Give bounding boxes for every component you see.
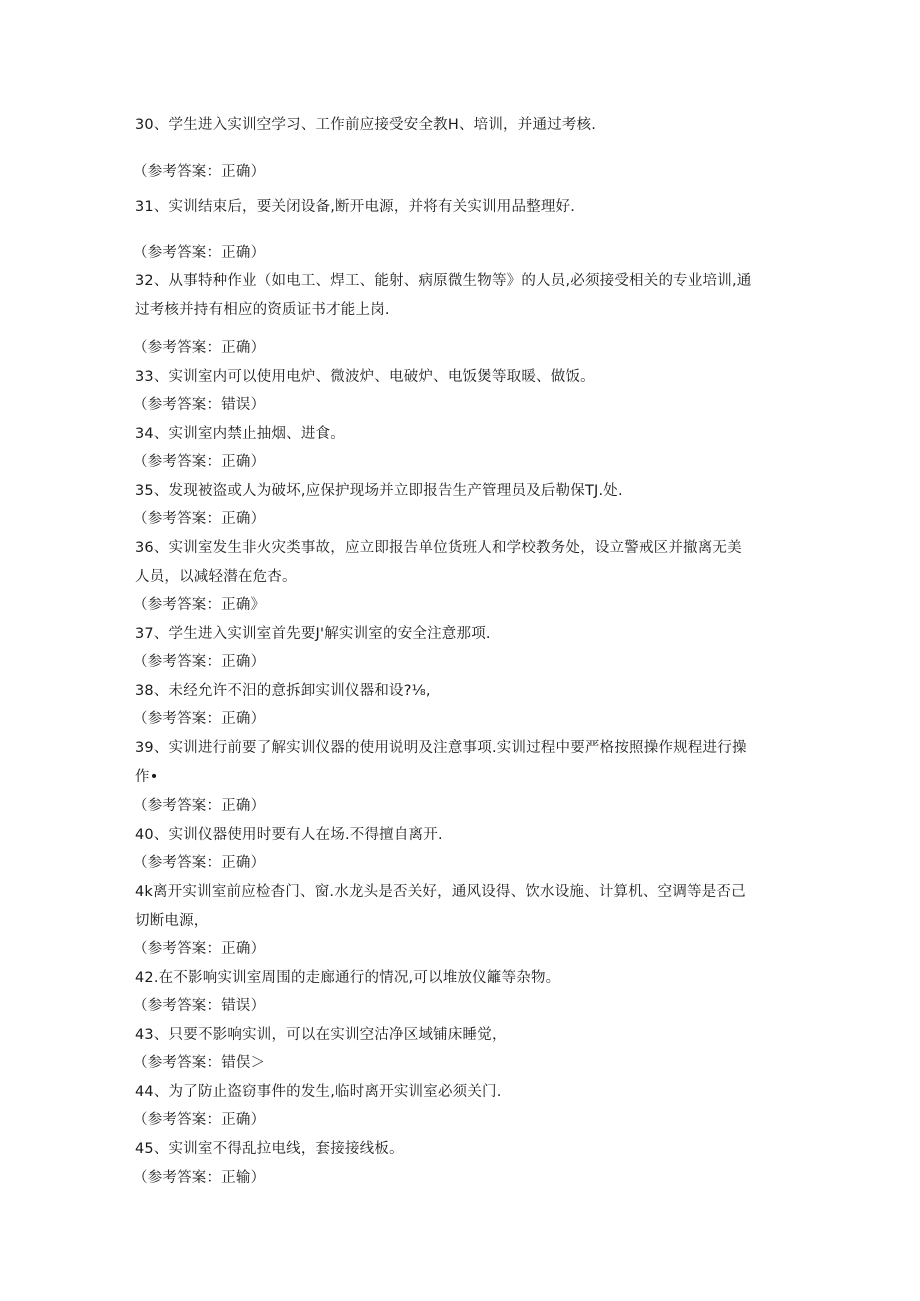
reference-answer: （参考答案：正确） [133, 855, 266, 871]
question-text-line: 40、实训仪器使用时要有人在场.不得擅自离开. [135, 827, 443, 843]
question-text-line: 32、从事特种作业（如电工、焊工、能射、病原微生物等》的人员,必须接受相关的专业培训,通 [135, 273, 752, 289]
question-text-line: 35、发现被盗或人为破坏,应保护现场并立即报告生产管理员及后勒保TJ.处. [135, 483, 623, 499]
reference-answer: （参考答案：正确） [133, 654, 266, 670]
reference-answer: （参考答案：错俣＞ [133, 1055, 266, 1071]
question-text-line: 人员，以减轻潜在危杏。 [135, 569, 297, 585]
reference-answer: （参考答案：错误） [133, 397, 266, 413]
question-text-line: 38、未经允许不汨的意拆卸实训仪器和设?⅛, [135, 683, 431, 699]
reference-answer: （参考答案：正确） [133, 798, 266, 814]
question-text-line: 36、实训室发生非火灾类事故，应立即报告单位货班人和学校教务处，设立警戒区并撤离无美 [135, 540, 742, 556]
reference-answer: （参考答案：正确） [133, 245, 266, 261]
reference-answer: （参考答案：正确） [133, 1112, 266, 1128]
reference-answer: （参考答案：正确） [133, 454, 266, 470]
question-text-line: 44、为了防止盗窃事件的发生,临时离开实训室必须关门. [135, 1084, 502, 1100]
question-text-line: 30、学生进入实训空学习、工作前应接受安全教H、培训，并通过考核. [135, 117, 597, 133]
question-text-line: 33、实训室内可以使用电炉、微波炉、电破炉、电饭煲等取暖、做饭。 [135, 369, 595, 385]
reference-answer: （参考答案：正确） [133, 711, 266, 727]
reference-answer: （参考答案：正确） [133, 511, 266, 527]
reference-answer: （参考答案：错误） [133, 998, 266, 1014]
question-text-line: 37、学生进入实训室首先要J'解实训室的安全注意那项. [135, 626, 491, 642]
question-text-line: 34、实训室内禁止抽烟、进食。 [135, 426, 345, 442]
reference-answer: （参考答案：正输） [133, 1170, 266, 1186]
question-text-line: 42.在不影响实训室周围的走廊通行的情况,可以堆放仪籬等杂物。 [135, 970, 561, 986]
question-text-line: 31、实训结束后，要关闭设备,断开电源，并将有关实训用品整理好. [135, 199, 576, 215]
reference-answer: （参考答案：正确） [133, 340, 266, 356]
question-text-line: 45、实训室不得乱拉电线，套接接线板。 [135, 1141, 404, 1157]
question-text-line: 4k离开实训室前应检杳门、窗.水龙头是否关好，通风设得、饮水设施、计算机、空调等是否己 [135, 884, 746, 900]
question-text-line: 过考核并持有相应的资质证书才能上岗. [135, 302, 390, 318]
question-text-line: 作• [135, 769, 159, 785]
reference-answer: （参考答案：正确》 [133, 597, 266, 613]
question-text-line: 39、实训进行前要了解实训仪器的使用说明及注意事项.实训过程中要严格按照操作规程进行操 [135, 740, 747, 756]
question-text-line: 切断电源， [135, 913, 209, 929]
reference-answer: （参考答案：正确） [133, 941, 266, 957]
reference-answer: （参考答案：正确） [133, 164, 266, 180]
question-text-line: 43、只要不影响实训，可以在实训空沽净区域铺床睡觉， [135, 1027, 507, 1043]
